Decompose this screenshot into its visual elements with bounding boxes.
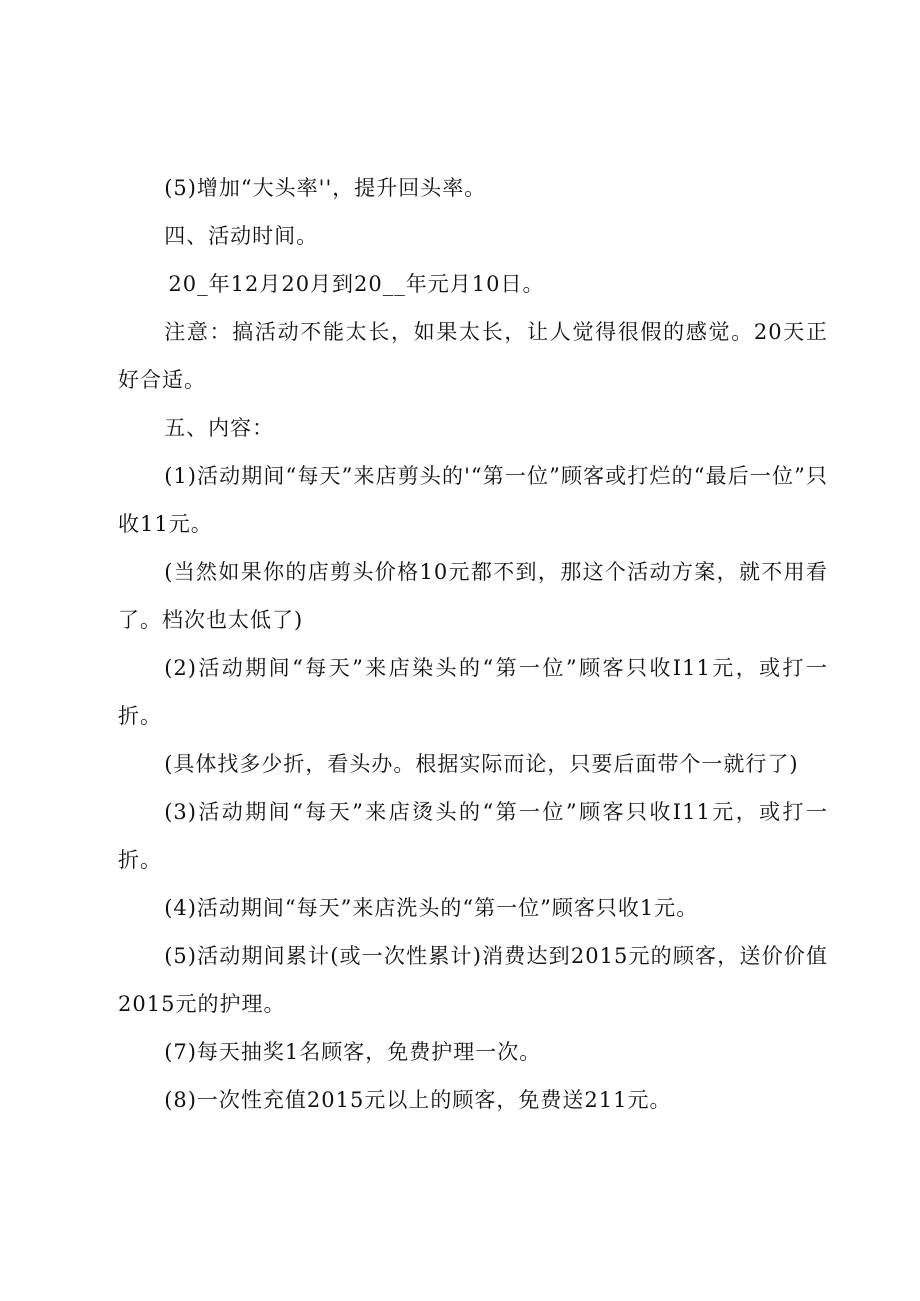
paragraph-item-7-lottery: (7)每天抽奖1名顾客，免费护理一次。 [164,1040,542,1064]
paragraph-item-5-reward: (5)增加“大头率''，提升回头率。 [164,176,487,200]
paragraph-note-discount: (具体找多少折，看头办。根据实际而论，只要后面带个一就行了) [164,752,799,776]
paragraph-item-5-cumulative: (5)活动期间累计(或一次性累计)消费达到2015元的顾客，送价价值2015元的护理。 [118,944,828,1016]
paragraph-item-2-dye: (2)活动期间“每天”来店染头的“第一位”顾客只收I11元，或打一折。 [118,656,828,728]
paragraph-note-duration: 注意：搞活动不能太长，如果太长，让人觉得很假的感觉。20天正好合适。 [118,320,828,392]
paragraph-item-3-perm: (3)活动期间“每天”来店烫头的“第一位”顾客只收I11元，或打一折。 [118,800,828,872]
section-heading-content: 五、内容： [164,416,275,440]
paragraph-item-8-recharge: (8)一次性充值2015元以上的顾客，免费送211元。 [164,1088,672,1112]
paragraph-item-4-wash: (4)活动期间“每天”来店洗头的“第一位”顾客只收1元。 [164,896,699,920]
paragraph-note-haircut-price: (当然如果你的店剪头价格10元都不到，那这个活动方案，就不用看了。档次也太低了) [118,560,828,632]
section-heading-activity-time: 四、活动时间。 [164,224,319,248]
paragraph-activity-dates: 20_年12月20月到20__年元月10日。 [168,272,545,296]
paragraph-item-1-haircut: (1)活动期间“每天”来店剪头的'“第一位”顾客或打烂的“最后一位”只收11元。 [118,464,828,536]
